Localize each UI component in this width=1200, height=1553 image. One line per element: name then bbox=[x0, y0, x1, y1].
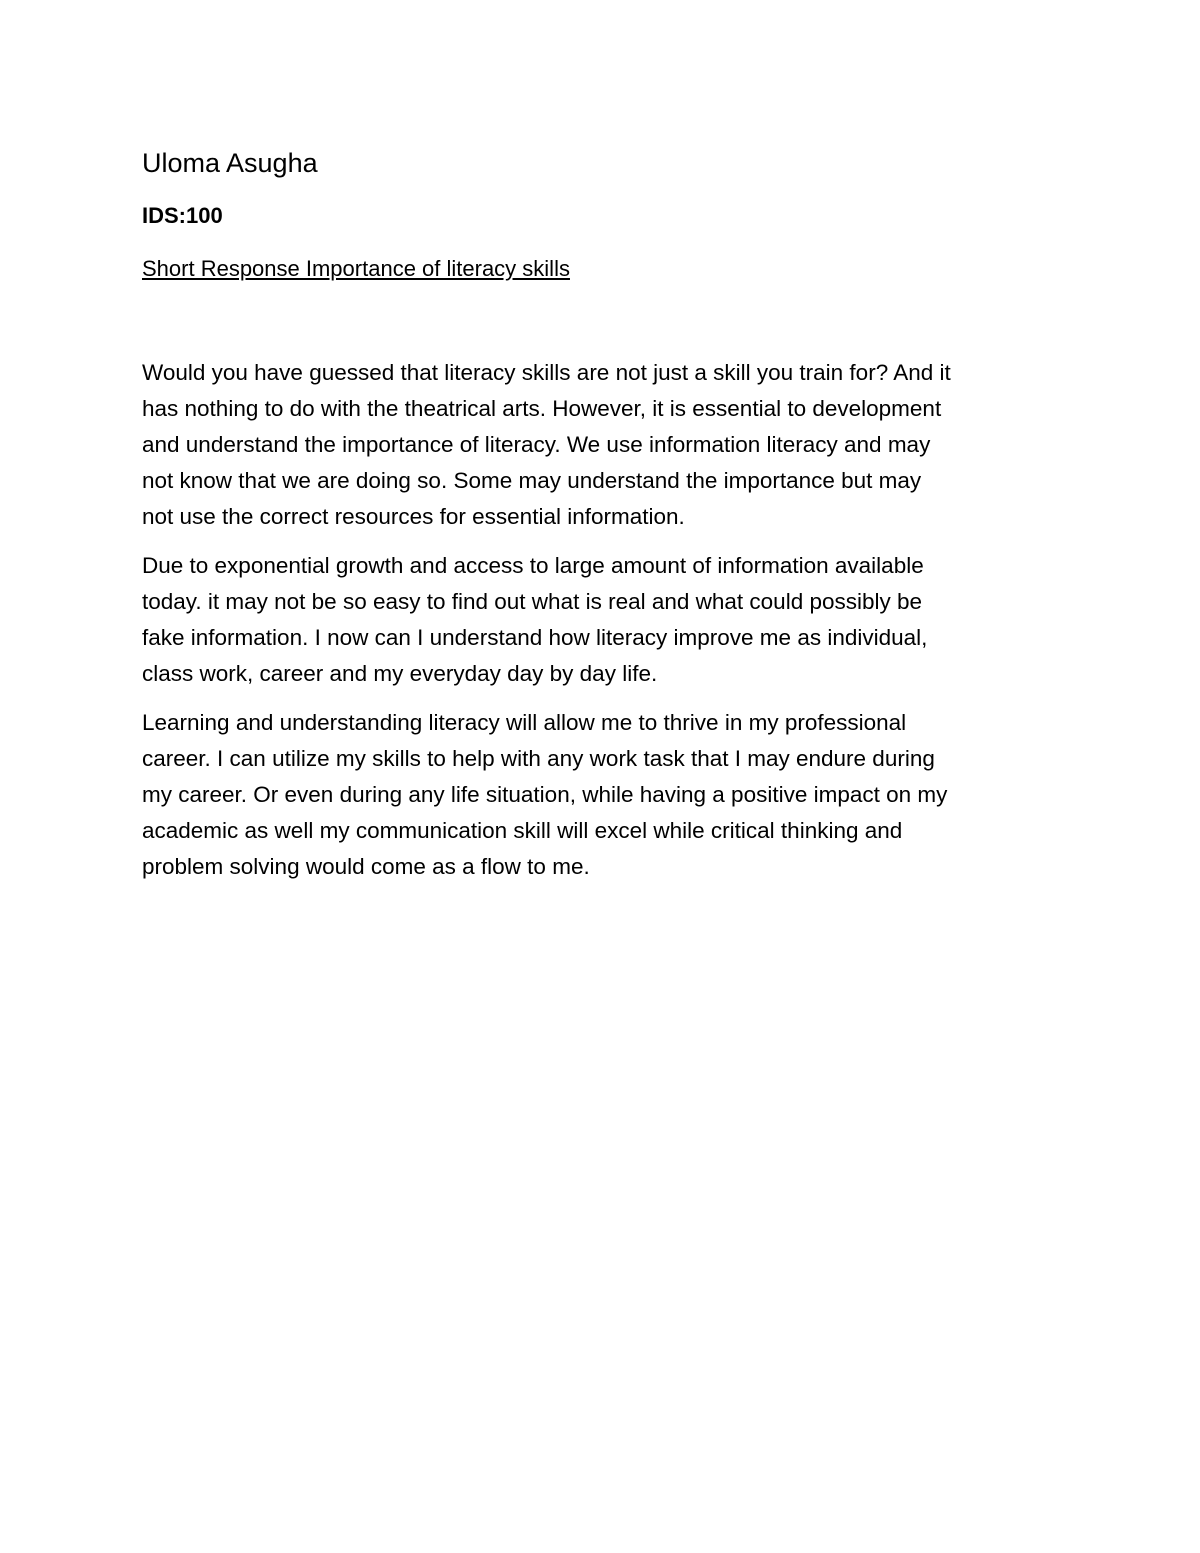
paragraph-line: my career. Or even during any life situation, while having a positive impact on my bbox=[142, 782, 948, 807]
paragraph-line: and understand the importance of literacy. We use information literacy and may bbox=[142, 432, 931, 457]
paragraph-line: Due to exponential growth and access to large amount of information available bbox=[142, 553, 924, 578]
paragraph-line: has nothing to do with the theatrical arts. However, it is essential to development bbox=[142, 396, 942, 421]
paragraph-line: career. I can utilize my skills to help with any work task that I may endure during bbox=[142, 746, 935, 771]
paragraph-line: class work, career and my everyday day by day life. bbox=[142, 661, 658, 686]
author-name: Uloma Asugha bbox=[142, 148, 318, 178]
paragraph-2 bbox=[142, 548, 1072, 692]
paragraph-line: academic as well my communication skill will excel while critical thinking and bbox=[142, 818, 903, 843]
paragraph-3 bbox=[142, 705, 1072, 885]
paragraph-line: Learning and understanding literacy will allow me to thrive in my professional bbox=[142, 710, 907, 735]
paragraph-line: not know that we are doing so. Some may understand the importance but may bbox=[142, 468, 922, 493]
paragraph-1 bbox=[142, 355, 1072, 535]
paragraph-line: problem solving would come as a flow to me. bbox=[142, 854, 590, 879]
course-code: IDS:100 bbox=[142, 203, 223, 228]
paragraph-line: not use the correct resources for essential information. bbox=[142, 504, 685, 529]
paragraph-line: Would you have guessed that literacy skills are not just a skill you train for? And it bbox=[142, 360, 951, 385]
paragraph-line: today. it may not be so easy to find out what is real and what could possibly be bbox=[142, 589, 923, 614]
paragraph-line: fake information. I now can I understand how literacy improve me as individual, bbox=[142, 625, 928, 650]
document-body bbox=[142, 355, 1072, 898]
document-subtitle: Short Response Importance of literacy skills bbox=[142, 256, 570, 281]
